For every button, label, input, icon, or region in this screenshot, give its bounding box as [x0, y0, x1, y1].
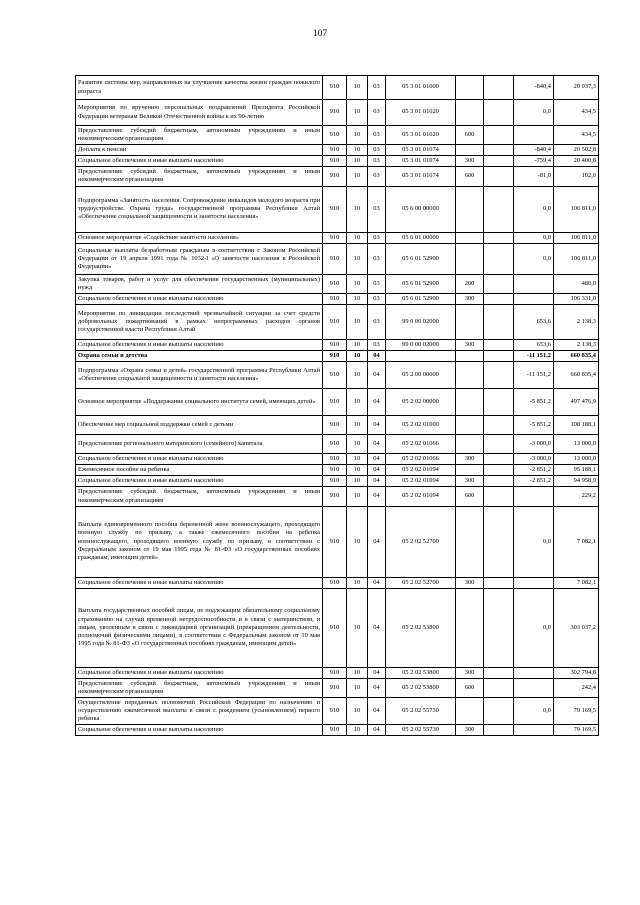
amount-total: 108 188,1 [554, 416, 599, 435]
amount-total: 95 188,1 [554, 465, 599, 476]
ved-code: 910 [323, 588, 347, 667]
amount-column-1 [484, 389, 514, 416]
subsection-code: 04 [368, 667, 386, 678]
ved-code: 910 [323, 476, 347, 487]
row-name: Ежемесячное пособие на ребенка [76, 465, 323, 476]
table-row [76, 232, 599, 243]
expense-type-code [456, 506, 484, 577]
target-article-code: 05 2 02 01094 [386, 465, 456, 476]
expense-type-code [456, 304, 484, 339]
section-code: 10 [347, 351, 368, 362]
amount-column-1 [484, 126, 514, 145]
subsection-code: 04 [368, 416, 386, 435]
row-name: Социальное обеспечение и иные выплаты населению [76, 577, 323, 588]
section-code: 10 [347, 145, 368, 156]
expense-type-code [456, 145, 484, 156]
table-row [76, 506, 599, 577]
table-row [76, 362, 599, 389]
ved-code: 910 [323, 126, 347, 145]
amount-change: 653,6 [514, 304, 554, 339]
amount-total: 20 502,8 [554, 145, 599, 156]
amount-total: 106 811,0 [554, 186, 599, 232]
table-row [76, 156, 599, 167]
expense-type-code [456, 362, 484, 389]
amount-change [514, 678, 554, 697]
ved-code: 910 [323, 339, 347, 350]
subsection-code: 04 [368, 697, 386, 724]
section-code: 10 [347, 416, 368, 435]
target-article-code: 05 2 02 52700 [386, 506, 456, 577]
subsection-code: 04 [368, 476, 386, 487]
ved-code: 910 [323, 435, 347, 454]
table-row [76, 186, 599, 232]
ved-code: 910 [323, 167, 347, 186]
table-row [76, 435, 599, 454]
table-row [76, 487, 599, 506]
target-article-code: 05 2 02 00000 [386, 389, 456, 416]
target-article-code: 05 2 02 53800 [386, 667, 456, 678]
table-row [76, 389, 599, 416]
subsection-code: 04 [368, 454, 386, 465]
table-row [76, 339, 599, 350]
ved-code: 910 [323, 465, 347, 476]
target-article-code: 05 2 02 53800 [386, 588, 456, 667]
ved-code: 910 [323, 416, 347, 435]
section-code: 10 [347, 506, 368, 577]
amount-column-1 [484, 243, 514, 274]
amount-column-1 [484, 487, 514, 506]
section-code: 10 [347, 274, 368, 293]
target-article-code: 05 6 01 00000 [386, 232, 456, 243]
row-name: Обеспечение мер социальной поддержки семей с детьми [76, 416, 323, 435]
ved-code: 910 [323, 293, 347, 304]
ved-code: 910 [323, 506, 347, 577]
expense-type-code: 600 [456, 678, 484, 697]
table-row [76, 304, 599, 339]
row-name: Основное мероприятие «Содействие занятости населения» [76, 232, 323, 243]
target-article-code [386, 351, 456, 362]
subsection-code: 04 [368, 678, 386, 697]
section-code: 10 [347, 389, 368, 416]
ved-code: 910 [323, 232, 347, 243]
section-code: 10 [347, 232, 368, 243]
amount-total: 13 000,0 [554, 435, 599, 454]
expense-type-code: 600 [456, 126, 484, 145]
row-name: Закупка товаров, работ и услуг для обеспечения государственных (муниципальных) нужд [76, 274, 323, 293]
expense-type-code: 600 [456, 487, 484, 506]
expense-type-code [456, 232, 484, 243]
table-row [76, 678, 599, 697]
amount-change: 0,0 [514, 232, 554, 243]
table-row [76, 351, 599, 362]
amount-column-1 [484, 293, 514, 304]
ved-code: 910 [323, 577, 347, 588]
amount-total: 106 331,0 [554, 293, 599, 304]
amount-column-1 [484, 351, 514, 362]
subsection-code: 04 [368, 465, 386, 476]
amount-change: -3 000,0 [514, 435, 554, 454]
expense-type-code: 300 [456, 454, 484, 465]
row-name: Социальное обеспечение и иные выплаты населению [76, 339, 323, 350]
row-name: Социальное обеспечение и иные выплаты населению [76, 454, 323, 465]
amount-column-1 [484, 100, 514, 126]
section-code: 10 [347, 476, 368, 487]
amount-column-1 [484, 186, 514, 232]
amount-column-1 [484, 274, 514, 293]
expense-type-code [456, 435, 484, 454]
expense-type-code [456, 243, 484, 274]
amount-column-1 [484, 465, 514, 476]
table-row [76, 725, 599, 736]
table-row [76, 465, 599, 476]
section-code: 10 [347, 76, 368, 100]
ved-code: 910 [323, 186, 347, 232]
expense-type-code: 300 [456, 476, 484, 487]
amount-total: 106 811,0 [554, 232, 599, 243]
amount-change [514, 293, 554, 304]
row-name: Развитие системы мер, направленных на улучшение качества жизни граждан пожилого возраста [76, 76, 323, 100]
subsection-code: 04 [368, 506, 386, 577]
section-code: 10 [347, 667, 368, 678]
amount-change: -2 851,2 [514, 476, 554, 487]
ved-code: 910 [323, 487, 347, 506]
section-code: 10 [347, 304, 368, 339]
expense-type-code [456, 389, 484, 416]
section-code: 10 [347, 487, 368, 506]
target-article-code: 05 2 02 01066 [386, 435, 456, 454]
subsection-code: 04 [368, 351, 386, 362]
amount-change: -5 851,2 [514, 416, 554, 435]
ved-code: 910 [323, 362, 347, 389]
ved-code: 910 [323, 76, 347, 100]
subsection-code: 04 [368, 588, 386, 667]
row-name: Осуществление переданных полномочий Российской Федерации по назначению и осуществлению ежемесячной выплаты в связи с рождением (усыновлением) первого ребенка [76, 697, 323, 724]
amount-total: 102,0 [554, 167, 599, 186]
amount-column-1 [484, 435, 514, 454]
row-name: Социальное обеспечение и иные выплаты населению [76, 725, 323, 736]
row-name: Охрана семьи и детства [76, 351, 323, 362]
subsection-code: 04 [368, 435, 386, 454]
amount-change [514, 487, 554, 506]
expense-type-code: 200 [456, 274, 484, 293]
amount-change: -3 000,0 [514, 454, 554, 465]
amount-change [514, 725, 554, 736]
budget-table [75, 75, 599, 736]
section-code: 10 [347, 725, 368, 736]
row-name: Мероприятия по ликвидации последствий чрезвычайной ситуации за счет средств добровольных пожертвований в рамках непрограммных расходов органов государственной власти Республики Алтай [76, 304, 323, 339]
row-name: Социальное обеспечение и иные выплаты населению [76, 667, 323, 678]
target-article-code: 05 3 01 01020 [386, 100, 456, 126]
amount-change: -840,4 [514, 145, 554, 156]
expense-type-code [456, 100, 484, 126]
expense-type-code [456, 416, 484, 435]
table-row [76, 577, 599, 588]
amount-column-1 [484, 167, 514, 186]
subsection-code: 03 [368, 126, 386, 145]
section-code: 10 [347, 454, 368, 465]
target-article-code: 05 2 02 53800 [386, 678, 456, 697]
expense-type-code: 600 [456, 167, 484, 186]
expense-type-code [456, 465, 484, 476]
amount-change [514, 667, 554, 678]
target-article-code: 05 2 02 55730 [386, 725, 456, 736]
target-article-code: 05 2 02 01000 [386, 416, 456, 435]
ved-code: 910 [323, 351, 347, 362]
amount-column-1 [484, 454, 514, 465]
table-row [76, 100, 599, 126]
target-article-code: 05 6 01 52900 [386, 274, 456, 293]
amount-change [514, 126, 554, 145]
subsection-code: 04 [368, 362, 386, 389]
section-code: 10 [347, 167, 368, 186]
target-article-code: 99 0 00 02000 [386, 339, 456, 350]
ved-code: 910 [323, 145, 347, 156]
amount-change: -2 851,2 [514, 465, 554, 476]
row-name: Доплата к пенсии [76, 145, 323, 156]
subsection-code: 03 [368, 339, 386, 350]
section-code: 10 [347, 678, 368, 697]
section-code: 10 [347, 126, 368, 145]
amount-column-1 [484, 232, 514, 243]
amount-total: 20 400,8 [554, 156, 599, 167]
section-code: 10 [347, 435, 368, 454]
row-name: Подпрограмма «Занятость населения. Сопровождение инвалидов молодого возраста при трудоустройстве. Охрана труда» государственной программы Республики Алтай «Обеспечение социальной защищенности и занятости населения» [76, 186, 323, 232]
table-row [76, 697, 599, 724]
section-code: 10 [347, 697, 368, 724]
amount-change [514, 577, 554, 588]
amount-total: 302 794,8 [554, 667, 599, 678]
amount-total: 229,2 [554, 487, 599, 506]
row-name: Предоставление субсидий бюджетным, автономным учреждениям и иным некоммерческим организациям [76, 167, 323, 186]
subsection-code: 03 [368, 145, 386, 156]
row-name: Предоставление субсидий бюджетным, автономным учреждениям и иным некоммерческим организациям [76, 678, 323, 697]
amount-column-1 [484, 416, 514, 435]
subsection-code: 03 [368, 293, 386, 304]
amount-change: -5 851,2 [514, 389, 554, 416]
subsection-code: 04 [368, 725, 386, 736]
amount-column-1 [484, 506, 514, 577]
subsection-code: 03 [368, 304, 386, 339]
amount-change: 0,0 [514, 186, 554, 232]
row-name: Выплата государственных пособий лицам, не подлежащим обязательному социальному страхованию на случай временной нетрудоспособности и в связи с материнством, и лицам, уволенным в связи с ликвидацией организаций (прекращением деятельности, полномочий физическими лицами), в соответствии с Федеральным законом от 19 мая 1995 года № 81-ФЗ «О государственных пособиях гражданам, имеющим детей» [76, 588, 323, 667]
subsection-code: 03 [368, 100, 386, 126]
ved-code: 910 [323, 304, 347, 339]
subsection-code: 03 [368, 232, 386, 243]
target-article-code: 05 3 01 01074 [386, 156, 456, 167]
target-article-code: 05 2 02 01094 [386, 487, 456, 506]
subsection-code: 03 [368, 186, 386, 232]
row-name: Выплата единовременного пособия беременной жене военнослужащего, проходящего военную службу по призыву, а также ежемесячного пособия на ребенка военнослужащего, проходящего военную службу по призыву, в соответствии с Федеральным законом от 19 мая 1995 года № 81-ФЗ «О государственных пособиях гражданам, имеющим детей» [76, 506, 323, 577]
table-row [76, 416, 599, 435]
subsection-code: 04 [368, 487, 386, 506]
amount-total: 497 476,9 [554, 389, 599, 416]
ved-code: 910 [323, 678, 347, 697]
table-row [76, 588, 599, 667]
expense-type-code: 300 [456, 577, 484, 588]
amount-change: -81,0 [514, 167, 554, 186]
amount-change: 0,0 [514, 588, 554, 667]
amount-total: 303 037,2 [554, 588, 599, 667]
amount-total: 20 937,3 [554, 76, 599, 100]
table-row [76, 293, 599, 304]
amount-total: 106 811,0 [554, 243, 599, 274]
row-name: Мероприятия по вручению персональных поздравлений Президента Российской Федерации ветеранам Великой Отечественной войны к их 90-летию [76, 100, 323, 126]
target-article-code: 05 2 02 01066 [386, 454, 456, 465]
amount-change: 0,0 [514, 100, 554, 126]
ved-code: 910 [323, 274, 347, 293]
subsection-code: 03 [368, 243, 386, 274]
table-row [76, 243, 599, 274]
row-name: Социальные выплаты безработным гражданам в соответствии с Законом Российской Федерации от 19 апреля 1991 года № 1032-I «О занятости населения в Российской Федерации» [76, 243, 323, 274]
amount-change [514, 274, 554, 293]
target-article-code: 05 6 01 52900 [386, 243, 456, 274]
amount-change: -840,4 [514, 76, 554, 100]
amount-total: 7 082,1 [554, 506, 599, 577]
amount-column-1 [484, 76, 514, 100]
expense-type-code: 300 [456, 339, 484, 350]
table-row [76, 454, 599, 465]
ved-code: 910 [323, 100, 347, 126]
expense-type-code [456, 588, 484, 667]
table-row [76, 274, 599, 293]
table-row [76, 76, 599, 100]
section-code: 10 [347, 577, 368, 588]
amount-change: 653,6 [514, 339, 554, 350]
row-name: Предоставление субсидий бюджетным, автономным учреждениям и иным некоммерческим организациям [76, 487, 323, 506]
expense-type-code [456, 697, 484, 724]
section-code: 10 [347, 588, 368, 667]
target-article-code: 05 2 02 55730 [386, 697, 456, 724]
table-row [76, 126, 599, 145]
amount-total: 434,5 [554, 100, 599, 126]
amount-column-1 [484, 156, 514, 167]
amount-total: 434,5 [554, 126, 599, 145]
section-code: 10 [347, 156, 368, 167]
expense-type-code: 300 [456, 725, 484, 736]
amount-total: 480,0 [554, 274, 599, 293]
ved-code: 910 [323, 667, 347, 678]
subsection-code: 04 [368, 389, 386, 416]
amount-change: -759,4 [514, 156, 554, 167]
ved-code: 910 [323, 725, 347, 736]
amount-total: 660 835,4 [554, 362, 599, 389]
row-name: Предоставление субсидий бюджетным, автономным учреждениям и иным некоммерческим организациям [76, 126, 323, 145]
row-name: Предоставление регионального материнского (семейного) капитала [76, 435, 323, 454]
section-code: 10 [347, 243, 368, 274]
amount-column-1 [484, 588, 514, 667]
amount-change: 0,0 [514, 697, 554, 724]
amount-total: 2 138,3 [554, 339, 599, 350]
subsection-code: 04 [368, 577, 386, 588]
ved-code: 910 [323, 454, 347, 465]
expense-type-code [456, 186, 484, 232]
row-name: Подпрограмма «Охрана семьи и детей» государственной программы Республики Алтай «Обеспечение социальной защищенности и занятости населения» [76, 362, 323, 389]
amount-column-1 [484, 697, 514, 724]
row-name: Социальное обеспечение и иные выплаты населению [76, 476, 323, 487]
amount-change: -11 151,2 [514, 351, 554, 362]
subsection-code: 03 [368, 76, 386, 100]
amount-change: -11 151,2 [514, 362, 554, 389]
subsection-code: 03 [368, 274, 386, 293]
amount-column-1 [484, 678, 514, 697]
target-article-code: 05 6 00 00000 [386, 186, 456, 232]
target-article-code: 05 3 01 01074 [386, 145, 456, 156]
row-name: Социальное обеспечение и иные выплаты населению [76, 156, 323, 167]
section-code: 10 [347, 186, 368, 232]
expense-type-code [456, 76, 484, 100]
expense-type-code [456, 351, 484, 362]
amount-column-1 [484, 304, 514, 339]
amount-total: 242,4 [554, 678, 599, 697]
target-article-code: 05 2 02 01094 [386, 476, 456, 487]
target-article-code: 05 2 02 52700 [386, 577, 456, 588]
table-body [76, 76, 599, 736]
amount-column-1 [484, 577, 514, 588]
page-number: 107 [312, 29, 328, 39]
table-row [76, 476, 599, 487]
section-code: 10 [347, 362, 368, 389]
amount-change: 0,0 [514, 243, 554, 274]
amount-total: 94 958,9 [554, 476, 599, 487]
amount-column-1 [484, 667, 514, 678]
table-row [76, 167, 599, 186]
amount-total: 7 082,1 [554, 577, 599, 588]
target-article-code: 05 3 01 01000 [386, 76, 456, 100]
target-article-code: 05 6 01 52900 [386, 293, 456, 304]
amount-total: 79 169,5 [554, 697, 599, 724]
expense-type-code: 300 [456, 667, 484, 678]
row-name: Социальное обеспечение и иные выплаты населению [76, 293, 323, 304]
ved-code: 910 [323, 389, 347, 416]
amount-column-1 [484, 145, 514, 156]
ved-code: 910 [323, 156, 347, 167]
table-row [76, 145, 599, 156]
amount-column-1 [484, 339, 514, 350]
expense-type-code: 300 [456, 293, 484, 304]
subsection-code: 03 [368, 156, 386, 167]
section-code: 10 [347, 100, 368, 126]
amount-total: 13 000,0 [554, 454, 599, 465]
amount-column-1 [484, 725, 514, 736]
table-row [76, 667, 599, 678]
target-article-code: 05 2 00 00000 [386, 362, 456, 389]
target-article-code: 05 3 01 01074 [386, 167, 456, 186]
section-code: 10 [347, 339, 368, 350]
amount-total: 79 169,5 [554, 725, 599, 736]
amount-column-1 [484, 362, 514, 389]
target-article-code: 99 0 00 02000 [386, 304, 456, 339]
amount-total: 2 138,3 [554, 304, 599, 339]
expense-type-code: 300 [456, 156, 484, 167]
section-code: 10 [347, 465, 368, 476]
amount-column-1 [484, 476, 514, 487]
amount-change: 0,0 [514, 506, 554, 577]
amount-total: 660 835,4 [554, 351, 599, 362]
row-name: Основное мероприятие «Поддержание социального института семей, имеющих детей» [76, 389, 323, 416]
target-article-code: 05 3 01 01020 [386, 126, 456, 145]
ved-code: 910 [323, 697, 347, 724]
section-code: 10 [347, 293, 368, 304]
subsection-code: 03 [368, 167, 386, 186]
ved-code: 910 [323, 243, 347, 274]
